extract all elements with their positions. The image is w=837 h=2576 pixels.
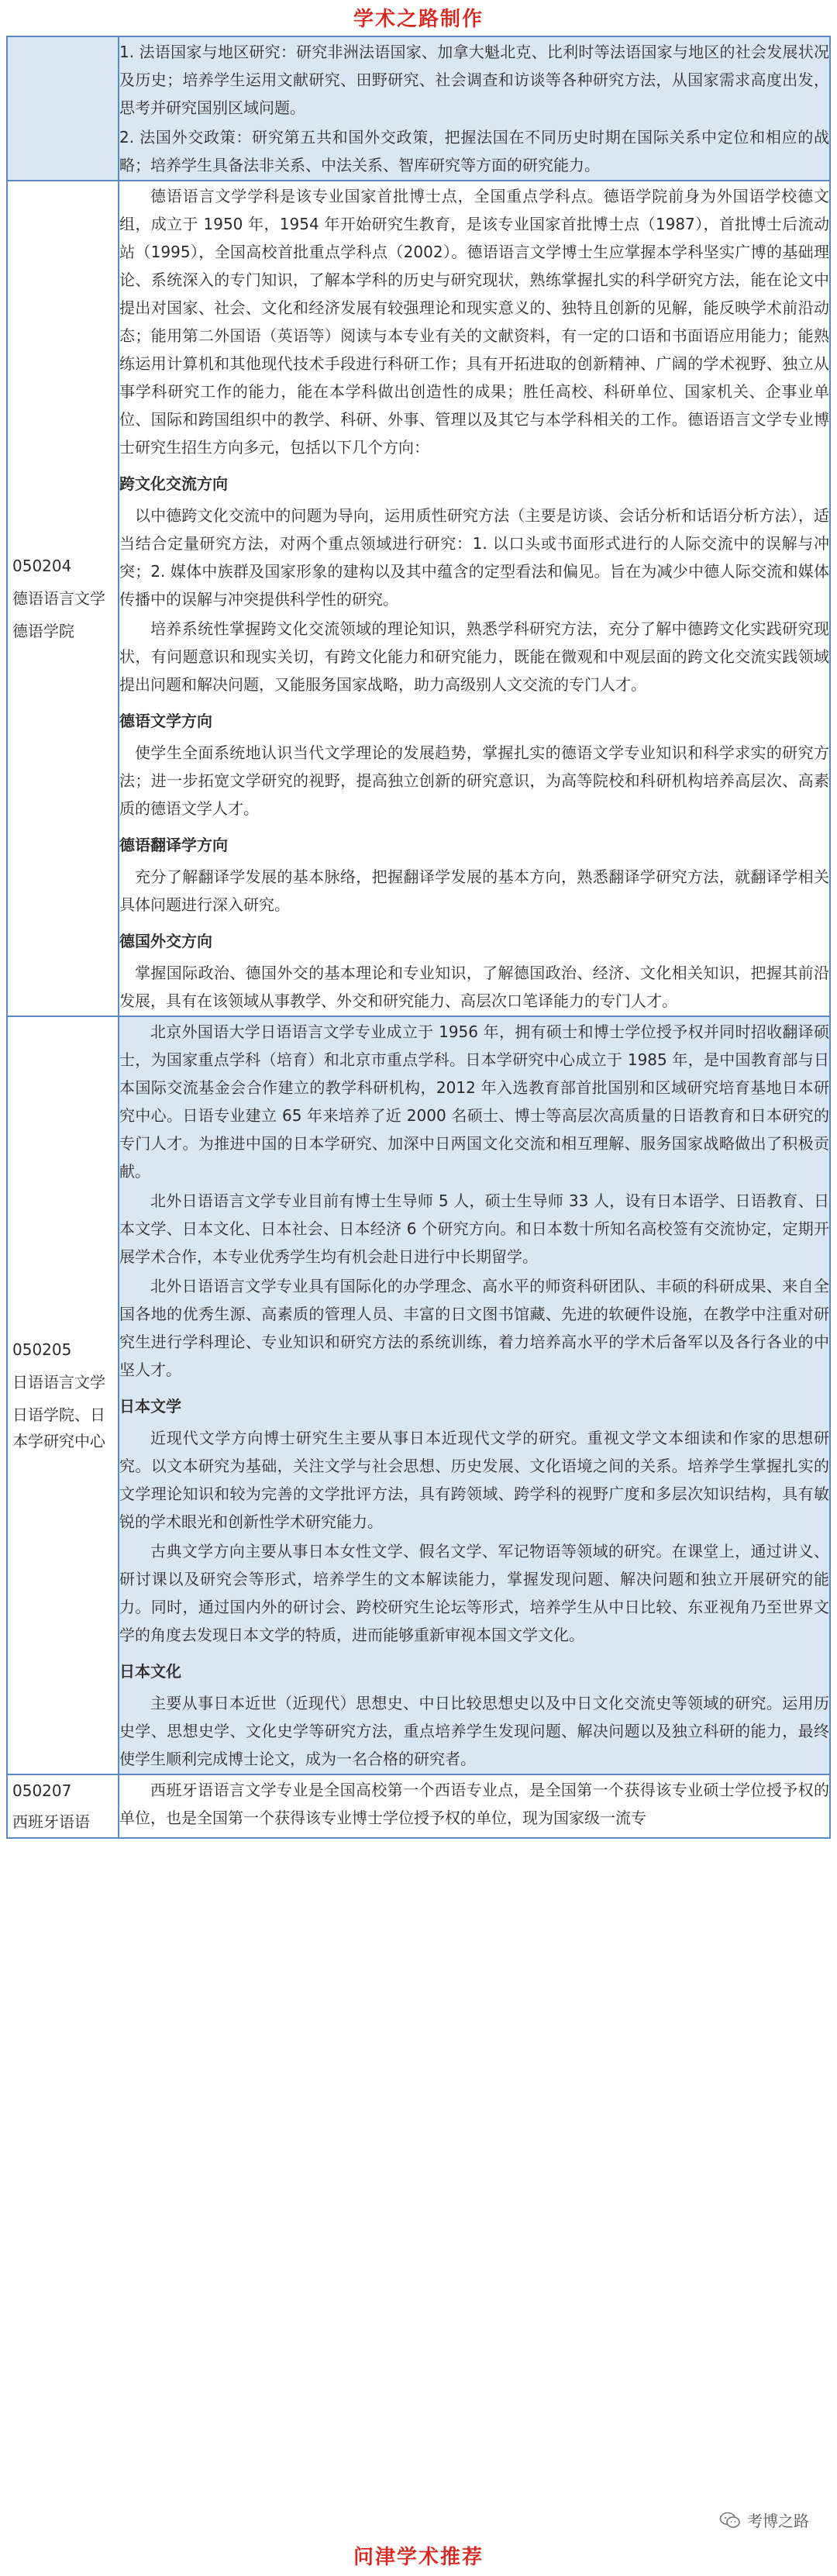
- program-code-cell: [7, 181, 119, 1016]
- table-row: [7, 181, 830, 1016]
- direction-heading: 日本文化: [119, 1662, 181, 1681]
- paragraph: 掌握国际政治、德国外交的基本理论和专业知识，了解德国政治、经济、文化相关知识，把握其前沿发展，具有在该领域从事教学、外交和研究能力、高层次口笔译能力的专门人才。: [119, 964, 829, 1010]
- paragraph: 德语语言文学学科是该专业国家首批博士点，全国重点学科点。德语学院前身为外国语学校德文组，成立于 1950 年，1954 年开始研究生教育，是该专业国家首批博士点（1987），首批博士后流动站（1995），全国高校首批重点学科点（2002）。德语语言文学博士生应掌握本学科坚实广博的基础理论、系统深入的专门知识，了解本学科的历史与研究现状，熟练掌握扎实的科学研究方法，能在论文中提出对国家、社会、文化和经济发展有较强理论和现实意义的、独特且创新的见解，能反映学术前沿动态；能用第二外国语（英语等）阅读与本专业有关的文献资料，有一定的口语和书面语应用能力；能熟练运用计算机和其他现代技术手段进行科研工作；具有开拓进取的创新精神、广阔的学术视野、独立从事学科研究工作的能力，能在本学科做出创造性的成果；胜任高校、科研单位、国家机关、企事业单位、国际和跨国组织中的教学、科研、外事、管理以及其它与本学科相关的工作。德语语言文学专业博士研究生招生方向多元，包括以下几个方向：: [119, 187, 829, 457]
- direction-heading: 德语文学方向: [119, 712, 212, 730]
- paragraph: 北京外国语大学日语语言文学专业成立于 1956 年，拥有硕士和博士学位授予权并同时招收翻译硕士，为国家重点学科（培育）和北京市重点学科。日本学研究中心成立于 1985 年，是中国教育部与日本国际交流基金会合作建立的教学科研机构，2012 年入选教育部首批国别和区域研究培育基地日本研究中心。日语专业建立 65 年来培养了近 2000 名硕士、博士等高层次高质量的日语教育和日本研究的专门人才。为推进中国的日本学研究、加深中日两国文化交流和相互理解、服务国家战略做出了积极贡献。: [119, 1022, 829, 1181]
- direction-heading: 德国外交方向: [119, 932, 212, 950]
- paragraph: 北外日语语言文学专业目前有博士生导师 5 人，硕士生导师 33 人，设有日本语学、日语教育、日本文学、日本文化、日本社会、日本经济 6 个研究方向。和日本数十所知名高校签有交流协定，定期开展学术合作，本专业优秀学生均有机会赴日进行中长期留学。: [119, 1191, 829, 1266]
- table-row: [7, 1016, 830, 1774]
- direction-heading: 德语翻译学方向: [119, 836, 228, 854]
- program-code: 050207: [12, 1781, 72, 1800]
- page-footer-title: 问津学术推荐: [353, 2546, 484, 2569]
- program-description-cell: [119, 181, 830, 1016]
- program-code-cell: [7, 1774, 119, 1838]
- paragraph: 使学生全面系统地认识当代文学理论的发展趋势，掌握扎实的德语文学专业知识和科学求实的研究方法；进一步拓宽文学研究的视野，提高独立创新的研究意识，为高等院校和科研机构培养高层次、高素质的德语文学人才。: [119, 743, 829, 818]
- paragraph: 北外日语语言文学专业具有国际化的办学理念、高水平的师资科研团队、丰硕的科研成果、来自全国各地的优秀生源、高素质的管理人员、丰富的日文图书馆藏、先进的软硬件设施，在教学中注重对研究生进行学科理论、专业知识和研究方法的系统训练，着力培养高水平的学术后备军以及各行各业的中坚人才。: [119, 1277, 829, 1379]
- program-code-cell: [7, 1016, 119, 1774]
- paragraph: 主要从事日本近世（近现代）思想史、中日比较思想史以及中日文化交流史等领域的研究。运用历史学、思想史学、文化史学等研究方法，重点培养学生发现问题、解决问题以及独立科研的能力，最终使学生顺利完成博士论文，成为一名合格的研究者。: [119, 1694, 829, 1768]
- paragraph: 培养系统性掌握跨文化交流领域的理论知识，熟悉学科研究方法，充分了解中德跨文化实践研究现状，有问题意识和现实关切，有跨文化能力和研究能力，既能在微观和中观层面的跨文化交流实践领域提出问题和解决问题，又能服务国家战略，助力高级别人文交流的专门人才。: [119, 619, 829, 694]
- direction-heading: 跨文化交流方向: [119, 474, 228, 493]
- direction-heading: 日本文学: [119, 1397, 181, 1416]
- page-header-title: 学术之路制作: [353, 7, 484, 31]
- paragraph: 2. 法国外交政策：研究第五共和国外交政策，把握法国在不同历史时期在国际关系中定位和相应的战略；培养学生具备法非关系、中法关系、智库研究等方面的研究能力。: [119, 128, 829, 174]
- paragraph: 充分了解翻译学发展的基本脉络，把握翻译学发展的基本方向，熟悉翻译学研究方法，就翻译学相关具体问题进行深入研究。: [119, 867, 829, 914]
- program-school: 日语学院、日本学研究中心: [12, 1405, 105, 1450]
- table-row: [7, 1774, 830, 1838]
- program-school: 德语学院: [12, 622, 74, 640]
- wechat-icon: [719, 2512, 741, 2529]
- paragraph: 古典文学方向主要从事日本女性文学、假名文学、军记物语等领域的研究。在课堂上，通过讲义、研讨课以及研究会等形式，培养学生的文本解读能力，掌握发现问题、解决问题和独立开展研究的能力。同时，通过国内外的研讨会、跨校研究生论坛等形式，培养学生从中日比较、东亚视角乃至世界文学的角度去发现日本文学的特质，进而能够重新审视本国文学文化。: [119, 1542, 829, 1644]
- program-description-cell: [119, 36, 830, 181]
- paragraph: 近现代文学方向博士研究生主要从事日本近现代文学的研究。重视文学文本细读和作家的思想研究。以文本研究为基础，关注文学与社会思想、历史发展、文化语境之间的关系。培养学生掌握扎实的文学理论知识和较为完善的文学批评方法，具有跨领域、跨学科的视野广度和多层次知识结构，具有敏锐的学术眼光和创新性学术研究能力。: [119, 1429, 829, 1531]
- paragraph: 西班牙语语言文学专业是全国高校第一个西语专业点，是全国第一个获得该专业硕士学位授予权的单位，也是全国第一个获得该专业博士学位授予权的单位，现为国家级一流专: [119, 1781, 829, 1827]
- watermark-text: 考博之路: [747, 2512, 809, 2530]
- program-table: [6, 36, 831, 1839]
- paragraph: 以中德跨文化交流中的问题为导向，运用质性研究方法（主要是访谈、会话分析和话语分析方法），适当结合定量研究方法，对两个重点领域进行研究：1. 以口头或书面形式进行的人际交流中的误解与冲突；2. 媒体中族群及国家形象的建构以及其中蕴含的定型看法和偏见。旨在为减少中德人际交流和媒体传播中的误解与冲突提供科学性的研究。: [119, 506, 829, 609]
- program-code-cell: [7, 36, 119, 181]
- program-description-cell: [119, 1774, 830, 1838]
- program-code: 050205: [12, 1340, 72, 1359]
- program-name: 德语语言文学: [12, 589, 105, 608]
- program-description-cell: [119, 1016, 830, 1774]
- program-name: 日语语言文学: [12, 1373, 105, 1391]
- paragraph: 1. 法语国家与地区研究：研究非洲法语国家、加拿大魁北克、比利时等法语国家与地区的社会发展状况及历史；培养学生运用文献研究、田野研究、社会调查和访谈等各种研究方法，从国家需求高度出发，思考并研究国别区域问题。: [119, 43, 829, 117]
- program-name: 西班牙语语: [12, 1812, 90, 1831]
- watermark: [719, 2509, 809, 2531]
- program-code: 050204: [12, 557, 72, 575]
- table-row: [7, 36, 830, 181]
